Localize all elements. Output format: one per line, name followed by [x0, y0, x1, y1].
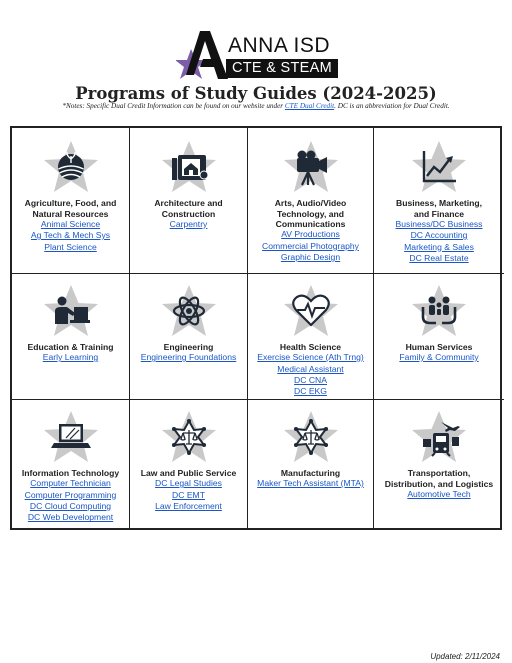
category-title-line: Business, Marketing,: [396, 198, 482, 208]
category-title-line: Law and Public Service: [140, 468, 237, 478]
notes-line: [0, 102, 512, 110]
category-title-line: and Finance: [413, 208, 465, 219]
program-category-title: [12, 468, 129, 479]
program-links: [374, 352, 504, 363]
program-guide-link[interactable]: Carpentry: [169, 218, 208, 229]
chart-icon: [408, 138, 470, 196]
category-title-line: Arts, Audio/Video: [274, 198, 347, 208]
cte-dual-credit-link[interactable]: CTE Dual Credit: [284, 102, 335, 110]
program-guide-link[interactable]: DC Accounting: [410, 230, 468, 241]
program-cell: [374, 400, 504, 530]
program-links: [374, 489, 504, 500]
program-category-title: [12, 342, 129, 353]
program-category-title: [374, 468, 504, 489]
heartbeat-icon: [280, 282, 342, 340]
program-links: [248, 229, 373, 263]
category-title-line: Manufacturing: [280, 468, 341, 478]
transportation-icon: [408, 408, 470, 466]
program-guide-link[interactable]: AV Productions: [281, 229, 340, 240]
agriculture-icon: [40, 138, 102, 196]
program-guide-link[interactable]: Business/DC Business: [395, 218, 483, 229]
program-guide-link[interactable]: Plant Science: [44, 241, 97, 252]
program-category-title: [248, 342, 373, 353]
program-cell: [12, 128, 130, 274]
program-guide-link[interactable]: DC Cloud Computing: [29, 500, 112, 511]
program-guide-link[interactable]: Computer Programming: [24, 489, 117, 500]
program-guide-link[interactable]: Family & Community: [399, 352, 479, 363]
note-prefix: *Notes: Specific Dual Credit Information can be found on our website under: [62, 102, 285, 110]
program-cell: [248, 274, 374, 400]
program-cell: [12, 274, 130, 400]
program-guide-link[interactable]: DC EKG: [294, 386, 327, 397]
category-title-line: Construction: [161, 208, 216, 219]
category-title-line: Human Services: [405, 342, 473, 352]
program-guide-link[interactable]: Maker Tech Assistant (MTA): [257, 478, 364, 489]
badge-icon: [158, 408, 220, 466]
category-title-line: Natural Resources: [32, 208, 109, 219]
program-links: [130, 478, 247, 512]
program-category-title: [12, 198, 129, 219]
program-links: [248, 478, 373, 489]
program-guide-link[interactable]: Marketing & Sales: [404, 241, 474, 252]
program-links: [12, 219, 129, 253]
program-cell: [248, 400, 374, 530]
program-cell: [130, 128, 248, 274]
program-links: [12, 352, 129, 363]
program-category-title: [374, 342, 504, 353]
program-guide-link[interactable]: DC Real Estate: [409, 252, 469, 263]
anna-isd-logo: [176, 29, 346, 81]
program-cell: [374, 128, 504, 274]
category-title-line: Information Technology: [21, 468, 120, 478]
program-links: [130, 352, 247, 363]
program-guide-link[interactable]: Automotive Tech: [407, 488, 471, 499]
category-title-line: Distribution, and Logistics: [384, 478, 494, 489]
programs-grid: [10, 126, 502, 530]
category-title-line: Architecture and: [154, 198, 223, 208]
star-a-logo-icon: [176, 29, 232, 81]
program-category-title: [130, 468, 247, 479]
brand-subtitle: CTE & STEAM: [226, 59, 338, 78]
program-guide-link[interactable]: DC EMT: [172, 489, 205, 500]
program-category-title: [248, 468, 373, 479]
category-title-line: Agriculture, Food, and: [24, 198, 117, 208]
program-guide-link[interactable]: Ag Tech & Mech Sys: [30, 230, 111, 241]
atom-icon: [158, 282, 220, 340]
category-title-line: Education & Training: [27, 342, 114, 352]
program-guide-link[interactable]: Animal Science: [40, 218, 101, 229]
program-category-title: [374, 198, 504, 219]
category-title-line: Health Science: [279, 342, 342, 352]
program-guide-link[interactable]: Law Enforcement: [155, 500, 222, 511]
program-links: [12, 478, 129, 524]
program-cell: [248, 128, 374, 274]
laptop-icon: [40, 408, 102, 466]
program-cell: [130, 274, 248, 400]
program-guide-link[interactable]: Computer Technician: [30, 478, 111, 489]
category-title-line: Communications: [275, 219, 346, 230]
program-guide-link[interactable]: Medical Assistant: [277, 363, 344, 374]
note-suffix: . DC is an abbreviation for Dual Credit.: [334, 102, 450, 110]
program-links: [248, 352, 373, 398]
program-cell: [374, 274, 504, 400]
badge-icon: [280, 408, 342, 466]
category-title-line: Engineering: [163, 342, 214, 352]
updated-date: Updated: 2/11/2024: [430, 652, 500, 661]
family-icon: [408, 282, 470, 340]
program-guide-link[interactable]: Graphic Design: [280, 252, 341, 263]
category-title-line: Transportation,: [407, 468, 471, 478]
program-guide-link[interactable]: Early Learning: [42, 352, 99, 363]
page-title: Programs of Study Guides (2024-2025): [75, 84, 437, 103]
program-guide-link[interactable]: Commercial Photography: [262, 240, 359, 251]
program-guide-link[interactable]: DC Web Development: [27, 512, 114, 523]
program-links: [130, 219, 247, 230]
program-category-title: [130, 198, 247, 219]
program-guide-link[interactable]: DC CNA: [294, 374, 327, 385]
brand-name: ANNA ISD: [228, 34, 331, 57]
program-cell: [130, 400, 248, 530]
category-title-line: Technology, and: [277, 208, 344, 219]
program-cell: [12, 400, 130, 530]
program-category-title: [130, 342, 247, 353]
architecture-icon: [158, 138, 220, 196]
program-links: [374, 219, 504, 265]
program-guide-link[interactable]: Engineering Foundations: [140, 352, 237, 363]
video-camera-icon: [280, 138, 342, 196]
teacher-icon: [40, 282, 102, 340]
program-category-title: [248, 198, 373, 230]
program-guide-link[interactable]: DC Legal Studies: [155, 478, 222, 489]
program-guide-link[interactable]: Exercise Science (Ath Trng): [257, 352, 364, 363]
